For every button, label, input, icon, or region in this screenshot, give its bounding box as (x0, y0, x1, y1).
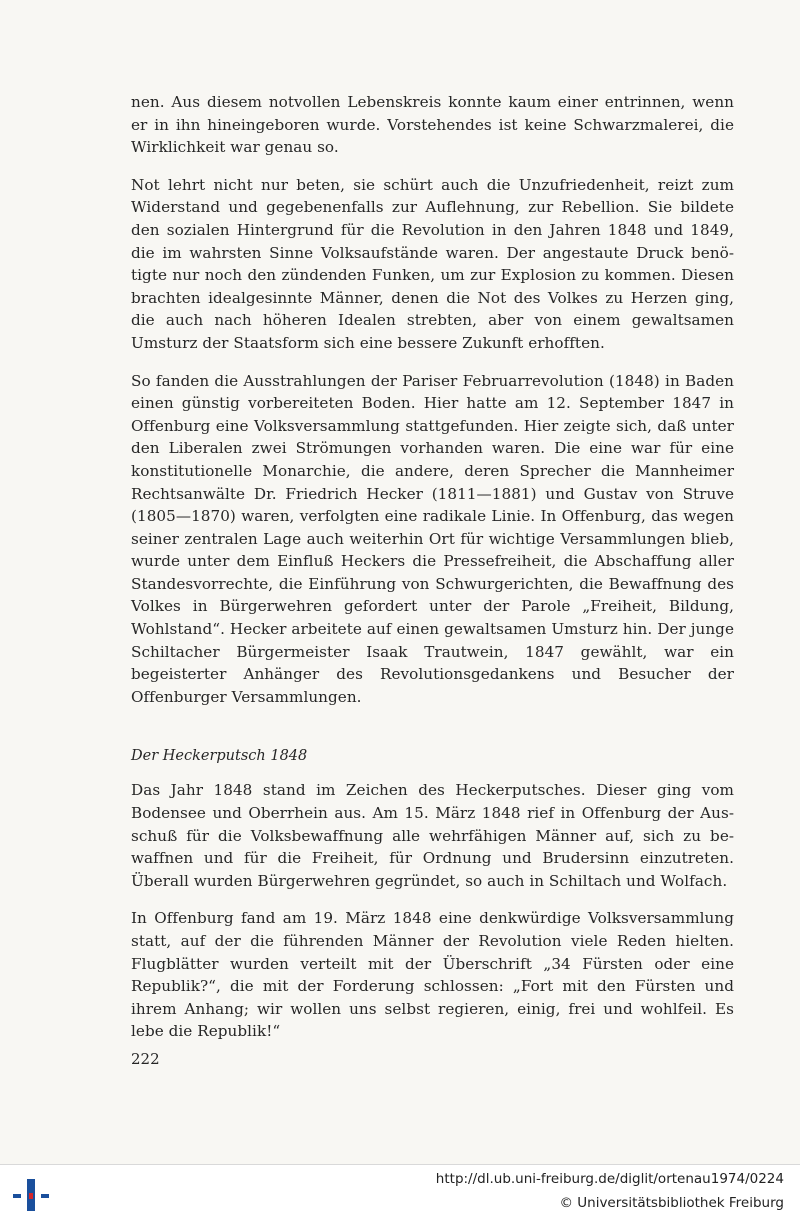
copyright-notice: © Universitätsbibliothek Freiburg (559, 1195, 784, 1211)
body-text (131, 91, 734, 1058)
page-number: 222 (131, 1050, 160, 1068)
paragraph-4: Das Jahr 1848 stand im Zeichen des Heckerputsches. Dieser ging vom Bodensee und Oberrhein aus. Am 15. März 1848 rief in Offenburg der Ausschuß für die Volksbewaffnung alle wehrfähigen Männer auf, sich zu bewaffnen und für die Freiheit, für Ordnung und Brudersinn einzutreten. Überall wurden Bürgerwehren gegründet, so auch in Schiltach und Wolfach. (131, 781, 734, 890)
paragraph-1: nen. Aus diesem notvollen Lebenskreis konnte kaum einer entrinnen, wenn er in ihn hineingeboren wurde. Vorstehendes ist keine Schwarzmalerei, die Wirklichkeit war genau so. (131, 93, 734, 157)
paragraph-5: In Offenburg fand am 19. März 1848 eine denkwürdige Volksversammlung statt, auf der die führenden Männer der Revolution viele Reden hielten. Flugblätter wurden verteilt mit der Überschrift „34 Fürsten oder eine Republik?“, die mit der Forderung schlossen: „Fort mit den Fürsten und ihrem Anhang; wir wollen uns selbst regieren, einig, frei und wohlfeil. Es lebe die Republik!“ (131, 909, 734, 1041)
paragraph-2: Not lehrt nicht nur beten, sie schürt auch die Unzufriedenheit, reizt zum Widerstand und gegebenenfalls zur Auflehnung, zur Rebellion. Sie bildete den sozialen Hintergrund für die Revolution in den Jahren 1848 und 1849, die im wahrsten Sinne Volksaufstände waren. Der angestaute Druck benötigte nur noch den zündenden Funken, um zur Explosion zu kommen. Diesen brachten idealgesinnte Männer, denen die Not des Volkes zu Herzen ging, die auch nach höheren Idealen strebten, aber von einem gewaltsamen Umsturz der Staatsform sich eine bessere Zukunft erhofften. (131, 175, 734, 352)
section-heading: Der Heckerputsch 1848 (131, 748, 308, 765)
university-library-logo-icon[interactable] (10, 1173, 52, 1215)
paragraph-3: So fanden die Ausstrahlungen der Pariser Februarrevolution (1848) in Baden einen günstig vorbereiteten Boden. Hier hatte am 12. September 1847 in Offenburg eine Volksversammlung stattgefunden. Hier zeigte sich, daß unter den Liberalen zwei Strömungen vorhanden waren. Die eine war für eine konstitutionelle Monarchie, die andere, deren Sprecher die Mannheimer Rechtsanwälte Dr. Friedrich Hecker (1811—1881) und Gustav von Struve (1805—1870) waren, verfolgten eine radikale Linie. In Offenburg, das wegen seiner zentralen Lage auch weiterhin Ort für wichtige Versammlungen blieb, wurde unter dem Einfluß Heckers die Pressefreiheit, die Abschaffung aller Standesvorrechte, die Einführung von Schwurgerichten, die Bewaffnung des Volkes in Bürgerwehren gefordert unter der Parole „Freiheit, Bildung, Wohlstand“. Hecker arbeitete auf einen gewaltsamen Umsturz hin. Der junge Schiltacher Bürgermeister Isaak Trautwein, 1847 gewählt, war ein begeisterter Anhänger des Revolutionsgedankens und Besucher der Offenburger Versammlungen. (131, 371, 734, 706)
permalink-url-link[interactable]: http://dl.ub.uni-freiburg.de/diglit/ortenau1974/0224 (435, 1171, 784, 1187)
footer-bar (0, 1164, 800, 1220)
